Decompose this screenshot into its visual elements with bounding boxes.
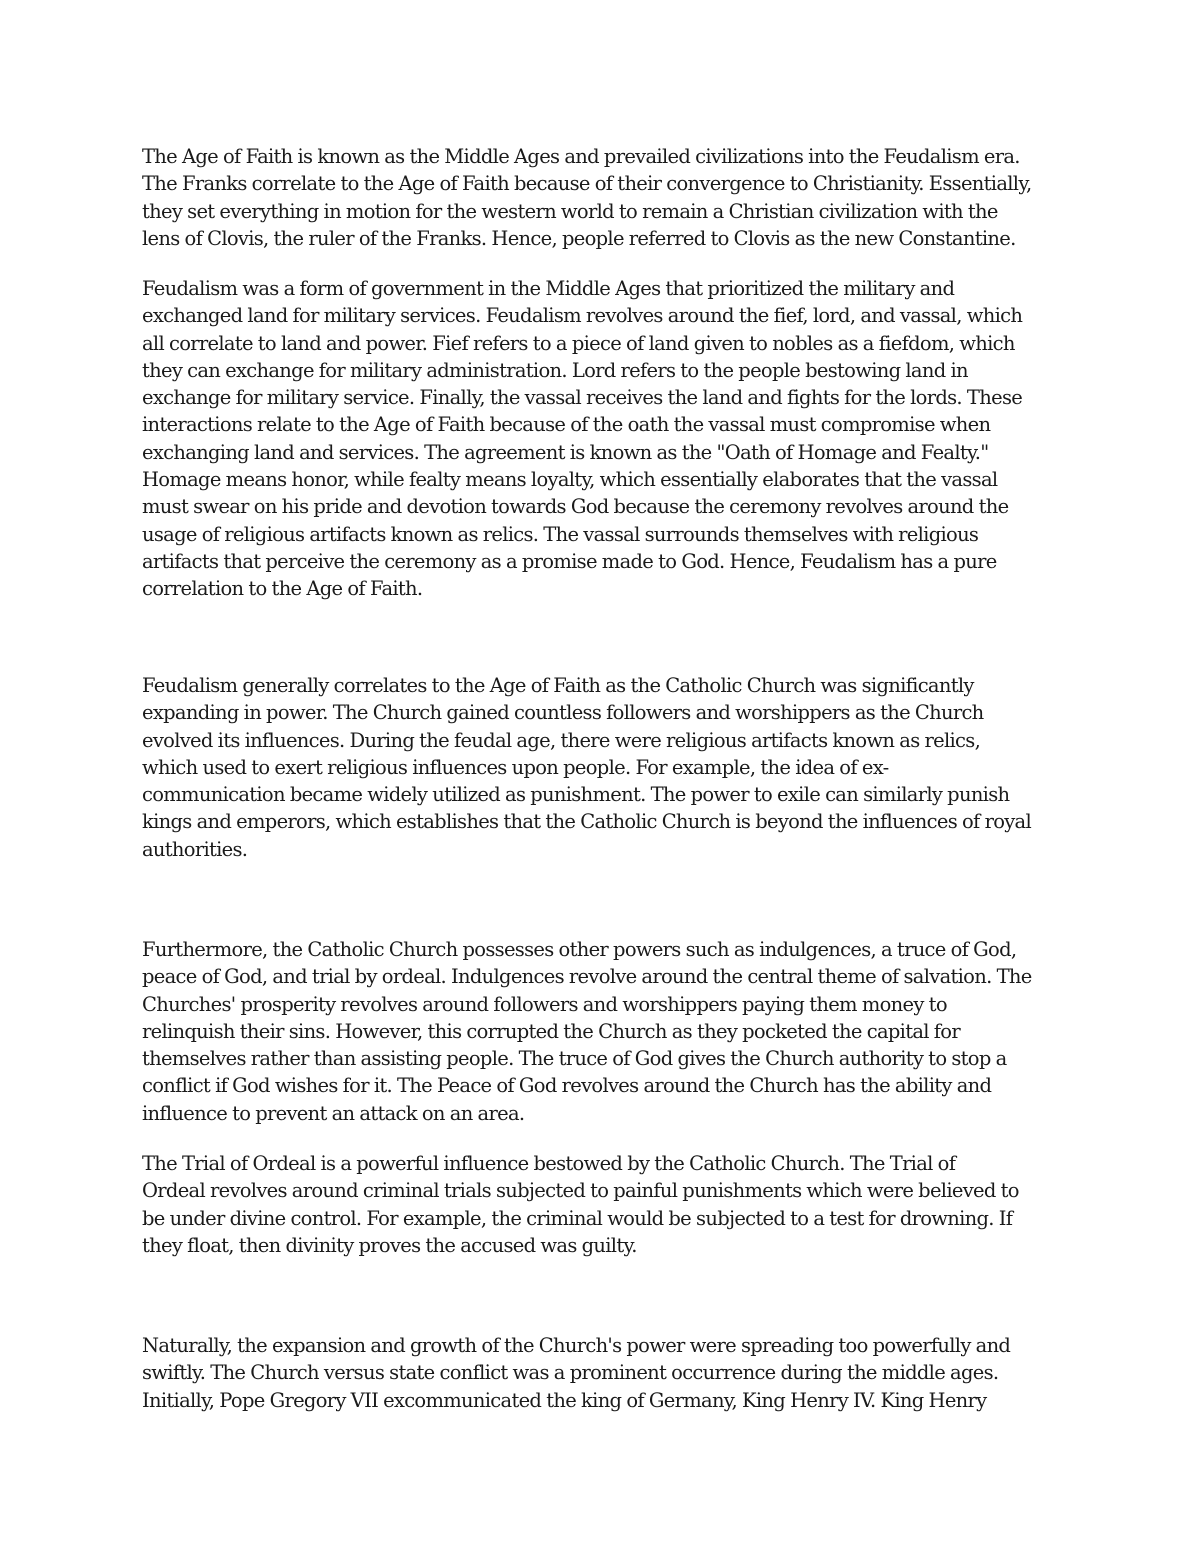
text-line: Initially, Pope Gregory VII excommunicated the king of Germany, King Henry IV. King Henry	[142, 1388, 987, 1412]
text-line: themselves rather than assisting people. The truce of God gives the Church authority to stop a	[142, 1047, 1007, 1071]
text-line: kings and emperors, which establishes that the Catholic Church is beyond the influences of royal	[142, 810, 1032, 834]
text-line: expanding in power. The Church gained countless followers and worshippers as the Church	[142, 701, 984, 725]
text-line: usage of religious artifacts known as relics. The vassal surrounds themselves with religious	[142, 522, 979, 546]
text-line: correlation to the Age of Faith.	[142, 577, 423, 601]
paragraph-catholic-church-power	[142, 672, 1062, 863]
text-line: Feudalism generally correlates to the Age of Faith as the Catholic Church was significantly	[142, 674, 974, 697]
text-line: The Trial of Ordeal is a powerful influence bestowed by the Catholic Church. The Trial of	[142, 1152, 956, 1175]
text-line: exchanged land for military services. Feudalism revolves around the fief, lord, and vassal, which	[142, 304, 1023, 328]
text-line: peace of God, and trial by ordeal. Indulgences revolve around the central theme of salvation. The	[142, 965, 1032, 989]
text-line: artifacts that perceive the ceremony as a promise made to God. Hence, Feudalism has a pure	[142, 549, 997, 573]
paragraph-church-powers	[142, 936, 1062, 1127]
text-line: which used to exert religious influences upon people. For example, the idea of ex-	[142, 755, 889, 779]
text-line: authorities.	[142, 837, 248, 861]
text-line: Naturally, the expansion and growth of the Church's power were spreading too powerfully and	[142, 1334, 1011, 1357]
text-line: must swear on his pride and devotion towards God because the ceremony revolves around the	[142, 495, 1009, 519]
paragraph-church-versus-state	[142, 1332, 1062, 1414]
text-line: The Age of Faith is known as the Middle Ages and prevailed civilizations into the Feudalism era.	[142, 145, 1020, 168]
text-line: conflict if God wishes for it. The Peace of God revolves around the Church has the ability and	[142, 1074, 992, 1098]
text-line: The Franks correlate to the Age of Faith because of their convergence to Christianity. Essentially,	[142, 172, 1032, 196]
text-line: Homage means honor, while fealty means loyalty, which essentially elaborates that the vassal	[142, 468, 998, 492]
text-line: communication became widely utilized as punishment. The power to exile can similarly punish	[142, 783, 1010, 807]
paragraph-age-of-faith	[142, 143, 1062, 252]
text-line: exchanging land and services. The agreement is known as the "Oath of Homage and Fealty."	[142, 440, 989, 464]
text-line: all correlate to land and power. Fief refers to a piece of land given to nobles as a fiefdom, which	[142, 331, 1015, 355]
text-line: be under divine control. For example, the criminal would be subjected to a test for drowning. If	[142, 1206, 1013, 1230]
text-line: Feudalism was a form of government in the Middle Ages that prioritized the military and	[142, 277, 955, 300]
paragraph-trial-of-ordeal	[142, 1150, 1062, 1259]
text-line: interactions relate to the Age of Faith because of the oath the vassal must compromise when	[142, 413, 991, 437]
text-line: Ordeal revolves around criminal trials subjected to painful punishments which were believed to	[142, 1179, 1019, 1203]
text-line: influence to prevent an attack on an area.	[142, 1101, 525, 1125]
text-line: Furthermore, the Catholic Church possesses other powers such as indulgences, a truce of God,	[142, 938, 1017, 961]
text-line: they set everything in motion for the western world to remain a Christian civilization with the	[142, 199, 998, 223]
paragraph-feudalism-government	[142, 275, 1062, 603]
text-line: evolved its influences. During the feudal age, there were religious artifacts known as relics,	[142, 728, 981, 752]
text-line: lens of Clovis, the ruler of the Franks. Hence, people referred to Clovis as the new Constantine.	[142, 226, 1016, 250]
text-line: they float, then divinity proves the accused was guilty.	[142, 1233, 637, 1257]
text-line: they can exchange for military administration. Lord refers to the people bestowing land in	[142, 358, 968, 382]
text-line: exchange for military service. Finally, the vassal receives the land and fights for the lords. These	[142, 386, 1023, 410]
text-line: swiftly. The Church versus state conflict was a prominent occurrence during the middle ages.	[142, 1361, 999, 1385]
text-line: Churches' prosperity revolves around followers and worshippers paying them money to	[142, 992, 947, 1016]
text-line: relinquish their sins. However, this corrupted the Church as they pocketed the capital for	[142, 1019, 960, 1043]
